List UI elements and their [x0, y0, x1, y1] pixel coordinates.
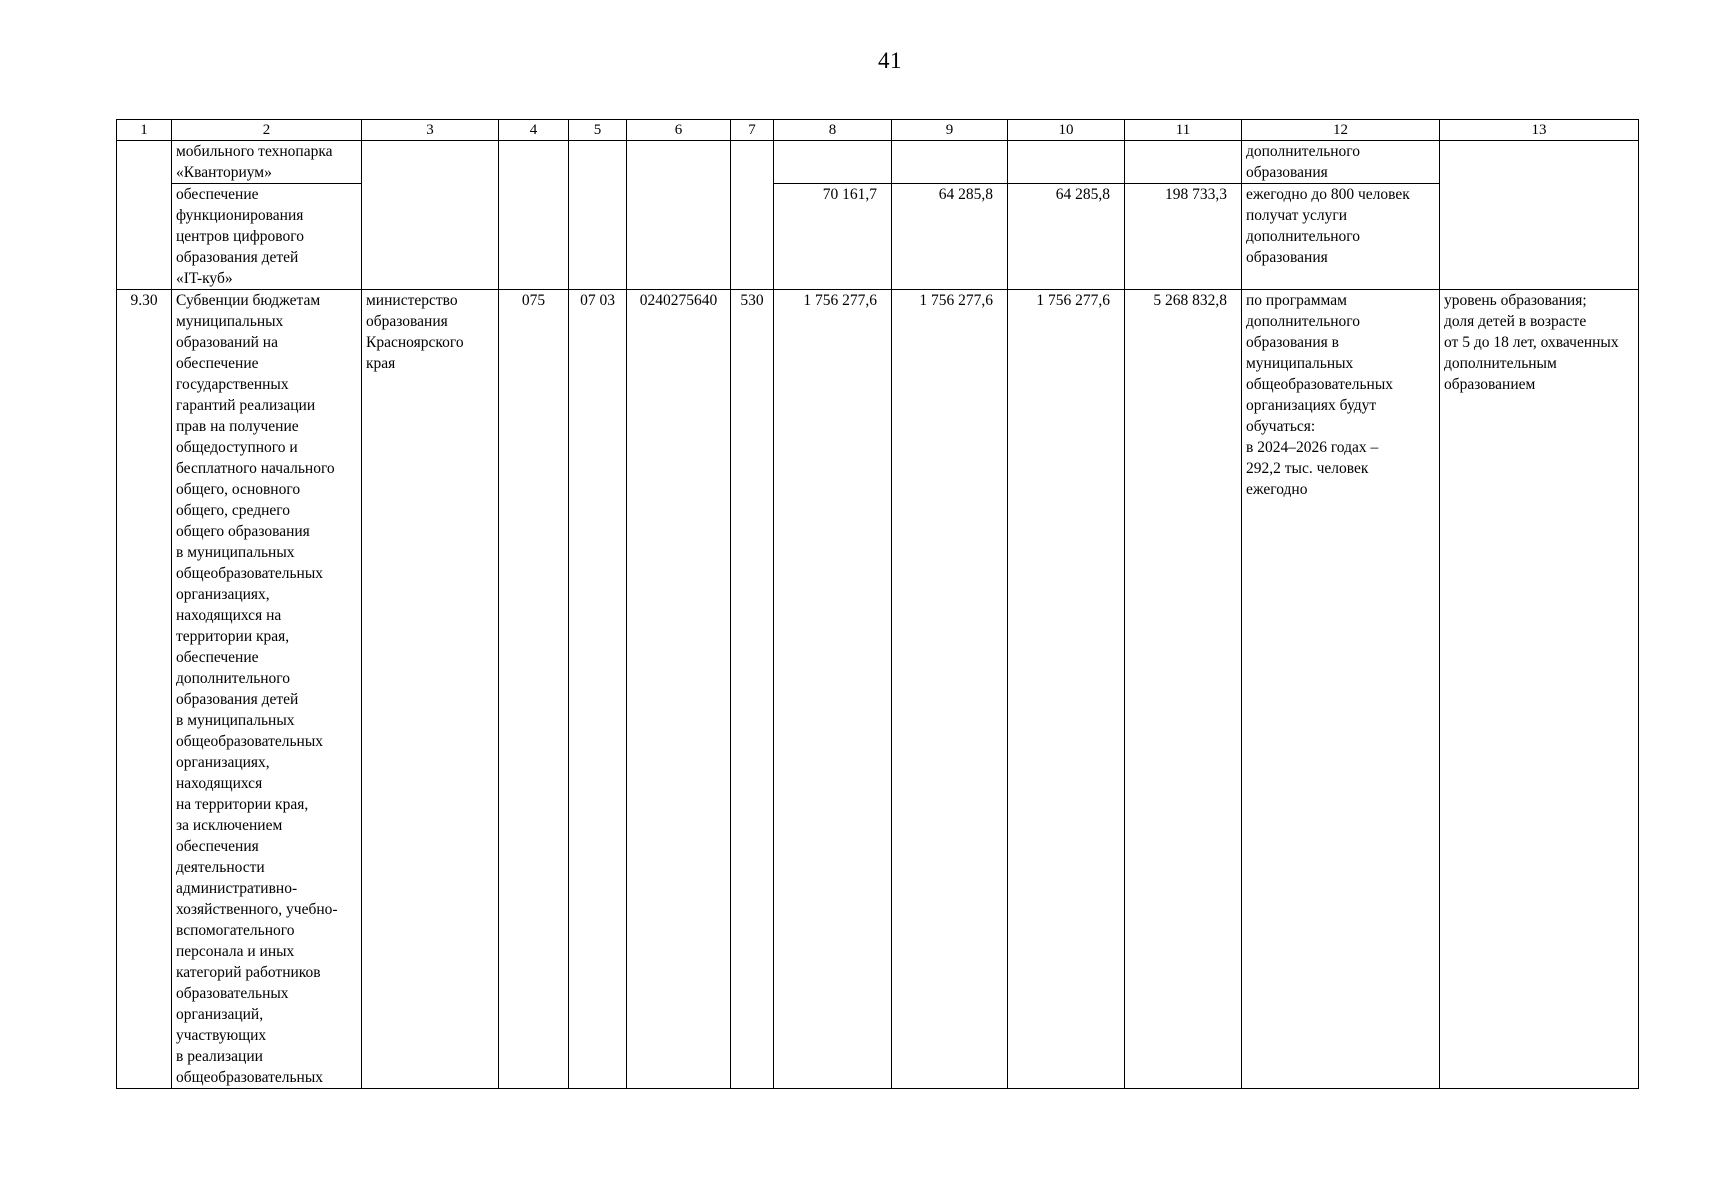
header-cell-7: 7 — [731, 120, 774, 141]
cell-indicator-empty — [1440, 141, 1639, 290]
cell-total-empty — [1125, 141, 1242, 184]
cell-csr-9-30: 0240275640 — [627, 290, 731, 1089]
cell-result-kvantorium: дополнительного образования — [1242, 141, 1440, 184]
cell-grbs-9-30: 075 — [499, 290, 569, 1089]
cell-2026-it-cube: 64 285,8 — [1008, 184, 1125, 290]
table-row-9-30 — [117, 290, 1639, 1089]
cell-vr-empty — [731, 141, 774, 290]
header-cell-3: 3 — [362, 120, 499, 141]
cell-indicator-9-30: уровень образования; доля детей в возрасте от 5 до 18 лет, охваченных дополнительным образованием — [1440, 290, 1639, 1089]
header-cell-4: 4 — [499, 120, 569, 141]
header-row — [117, 120, 1639, 141]
header-cell-1: 1 — [117, 120, 172, 141]
cell-2025-empty — [892, 141, 1008, 184]
header-cell-2: 2 — [172, 120, 362, 141]
cell-activity-9-30: Субвенции бюджетам муниципальных образований на обеспечение государственных гарантий реализации прав на получение общедоступного и бесплатного начального общего, основного общего, среднего общего образования в муниципальных общеобразовательных организациях, находящихся на территории края, обеспечение дополнительного образования детей в муниципальных общеобразовательных организациях, находящихся на территории края, за исключением обеспечения деятельности административно- хозяйственного, учебно- вспомогательного персонала и иных категорий работников образовательных организаций, участвующих в реализации общеобразовательных — [172, 290, 362, 1089]
cell-activity-kvantorium: мобильного технопарка «Кванториум» — [172, 141, 362, 184]
table-row-kvantorium — [117, 141, 1639, 184]
header-cell-10: 10 — [1008, 120, 1125, 141]
cell-2025-it-cube: 64 285,8 — [892, 184, 1008, 290]
header-cell-9: 9 — [892, 120, 1008, 141]
cell-2024-it-cube: 70 161,7 — [774, 184, 892, 290]
header-cell-5: 5 — [569, 120, 627, 141]
header-cell-13: 13 — [1440, 120, 1639, 141]
cell-executor-empty — [362, 141, 499, 290]
cell-number-9-30: 9.30 — [117, 290, 172, 1089]
cell-2025-9-30: 1 756 277,6 — [892, 290, 1008, 1089]
cell-total-9-30: 5 268 832,8 — [1125, 290, 1242, 1089]
cell-result-it-cube: ежегодно до 800 человек получат услуги дополнительного образования — [1242, 184, 1440, 290]
cell-2026-empty — [1008, 141, 1125, 184]
page-number: 41 — [878, 48, 902, 73]
cell-activity-it-cube: обеспечение функционирования центров цифрового образования детей «IT-куб» — [172, 184, 362, 290]
cell-csr-empty — [627, 141, 731, 290]
header-cell-8: 8 — [774, 120, 892, 141]
cell-number-empty — [117, 141, 172, 290]
cell-executor-9-30: министерство образования Красноярского края — [362, 290, 499, 1089]
table-row-it-cube — [117, 184, 1639, 290]
cell-2024-9-30: 1 756 277,6 — [774, 290, 892, 1089]
cell-rzpr-empty — [569, 141, 627, 290]
cell-vr-9-30: 530 — [731, 290, 774, 1089]
cell-total-it-cube: 198 733,3 — [1125, 184, 1242, 290]
cell-result-9-30: по программам дополнительного образования в муниципальных общеобразовательных организациях будут обучаться: в 2024–2026 годах – 292,2 тыс. человек ежегодно — [1242, 290, 1440, 1089]
cell-2024-empty — [774, 141, 892, 184]
cell-rzpr-9-30: 07 03 — [569, 290, 627, 1089]
cell-2026-9-30: 1 756 277,6 — [1008, 290, 1125, 1089]
header-cell-11: 11 — [1125, 120, 1242, 141]
header-cell-6: 6 — [627, 120, 731, 141]
header-cell-12: 12 — [1242, 120, 1440, 141]
program-table — [116, 119, 1639, 1089]
cell-grbs-empty — [499, 141, 569, 290]
